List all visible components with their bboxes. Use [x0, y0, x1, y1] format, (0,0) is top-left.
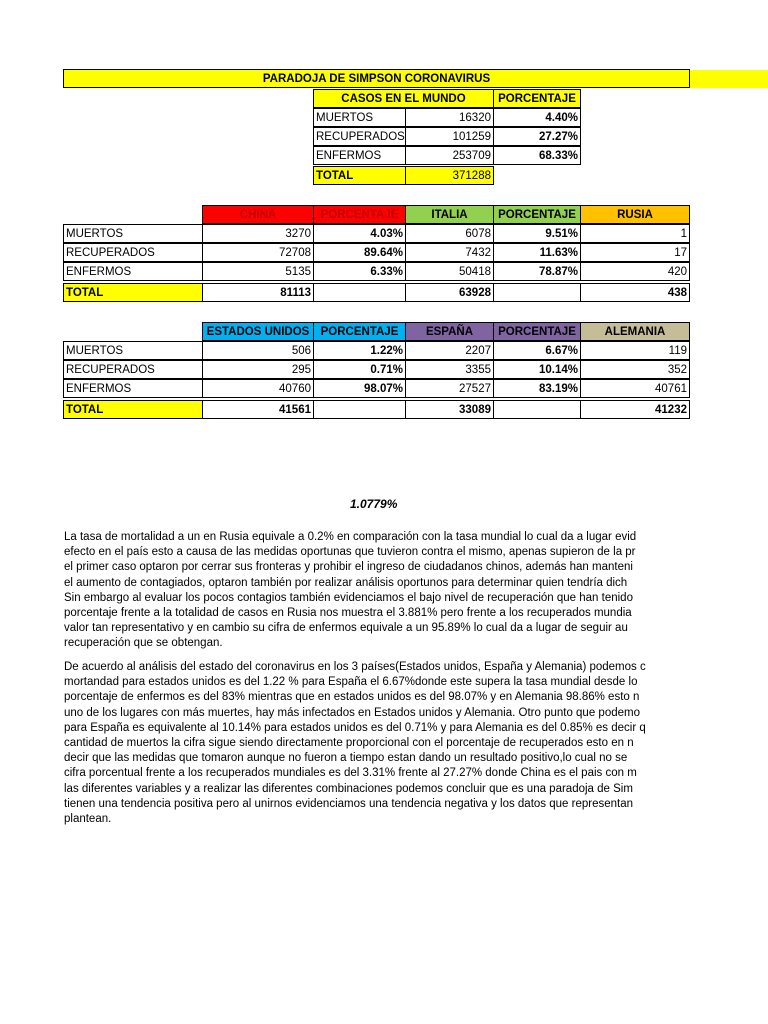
- china-pct-enfermos[interactable]: 6.33%: [313, 262, 406, 281]
- espana-header[interactable]: ESPAÑA: [405, 322, 494, 341]
- t1-label-recuperados[interactable]: RECUPERADOS: [63, 243, 203, 262]
- text-line: recuperación que se obtengan.: [64, 637, 223, 650]
- t2-label-muertos[interactable]: MUERTOS: [63, 341, 203, 360]
- espana-pct-enfermos[interactable]: 83.19%: [493, 379, 581, 398]
- world-label-enfermos[interactable]: ENFERMOS: [313, 146, 406, 165]
- rusia-muertos[interactable]: 1: [580, 224, 690, 243]
- espana-pct-muertos[interactable]: 6.67%: [493, 341, 581, 360]
- text-line: tienen una tendencia positiva pero al unirnos evidenciamos una tendencia negativa y los datos que representan: [64, 797, 633, 810]
- alemania-muertos[interactable]: 119: [580, 341, 690, 360]
- italia-muertos[interactable]: 6078: [405, 224, 494, 243]
- italia-header[interactable]: ITALIA: [405, 205, 494, 224]
- t1-label-enfermos[interactable]: ENFERMOS: [63, 262, 203, 281]
- text-line: mortandad para estados unidos es del 1.22 % para España el 6.67%donde este supera la tasa mundial desde lo: [64, 676, 638, 689]
- world-label-muertos[interactable]: MUERTOS: [313, 108, 406, 127]
- text-line: las diferentes variables y a realizar las diferentes combinaciones podemos concluir que es una paradoja de Sim: [64, 782, 633, 795]
- world-pct-muertos[interactable]: 4.40%: [493, 108, 581, 127]
- italia-pct-recuperados[interactable]: 11.63%: [493, 243, 581, 262]
- world-value-muertos[interactable]: 16320: [405, 108, 494, 127]
- alemania-enfermos[interactable]: 40761: [580, 379, 690, 398]
- eeuu-muertos[interactable]: 506: [202, 341, 314, 360]
- eeuu-pct-recuperados[interactable]: 0.71%: [313, 360, 406, 379]
- china-total-pct-empty[interactable]: [313, 283, 406, 302]
- world-pct-enfermos[interactable]: 68.33%: [493, 146, 581, 165]
- t1-label-muertos[interactable]: MUERTOS: [63, 224, 203, 243]
- text-line: decir que las medidas que tomaron aunque no fueron a tiempo estan dando un resultado positivo,lo cual no se: [64, 752, 628, 765]
- eeuu-enfermos[interactable]: 40760: [202, 379, 314, 398]
- china-pct-header[interactable]: PORCENTAJE: [313, 205, 406, 224]
- italia-pct-muertos[interactable]: 9.51%: [493, 224, 581, 243]
- china-total[interactable]: 81113: [202, 283, 314, 302]
- eeuu-total[interactable]: 41561: [202, 400, 314, 419]
- text-line: valor tan representativo y en cambio su cifra de enfermos equivale a un 95.89% lo cual da a lugar de seguir au: [64, 622, 628, 635]
- text-line: para España es equivalente al 10.14% para estados unidos es del 0.71% y para Alemania es del 0.85% es decir q: [64, 721, 646, 734]
- text-line: uno de los lugares con más muertes, hay más infectados en Estados unidos y Alemania. Otro punto que podemo: [64, 706, 640, 719]
- world-value-enfermos[interactable]: 253709: [405, 146, 494, 165]
- alemania-total[interactable]: 41232: [580, 400, 690, 419]
- china-header[interactable]: CHINA: [202, 205, 314, 224]
- ratio-value[interactable]: 1.0779%: [350, 497, 398, 511]
- world-value-recuperados[interactable]: 101259: [405, 127, 494, 146]
- rusia-enfermos[interactable]: 420: [580, 262, 690, 281]
- alemania-header[interactable]: ALEMANIA: [580, 322, 690, 341]
- italia-pct-header[interactable]: PORCENTAJE: [493, 205, 581, 224]
- china-recuperados[interactable]: 72708: [202, 243, 314, 262]
- t2-label-recuperados[interactable]: RECUPERADOS: [63, 360, 203, 379]
- world-cases-header[interactable]: CASOS EN EL MUNDO: [313, 89, 494, 108]
- text-line: plantean.: [64, 812, 112, 825]
- china-pct-muertos[interactable]: 4.03%: [313, 224, 406, 243]
- eeuu-recuperados[interactable]: 295: [202, 360, 314, 379]
- title-cell-overflow[interactable]: [690, 70, 768, 88]
- espana-total-pct-empty[interactable]: [493, 400, 581, 419]
- text-line: cantidad de muertos la cifra sigue siendo directamente proporcional con el porcentaje de recuperados esto en n: [64, 736, 634, 749]
- text-line: De acuerdo al análisis del estado del coronavirus en los 3 países(Estados unidos, España y Alemania) podemos c: [64, 661, 646, 673]
- analysis-paragraph-russia: [64, 530, 690, 652]
- world-pct-header[interactable]: PORCENTAJE: [493, 89, 581, 108]
- text-line: cifra porcentual frente a los recuperados mundiales es del 3.31% frente al 27.27% donde China es el pais con m: [64, 767, 637, 780]
- t1-total-label[interactable]: TOTAL: [63, 283, 203, 302]
- eeuu-total-pct-empty[interactable]: [313, 400, 406, 419]
- espana-recuperados[interactable]: 3355: [405, 360, 494, 379]
- t2-label-enfermos[interactable]: ENFERMOS: [63, 379, 203, 398]
- italia-enfermos[interactable]: 50418: [405, 262, 494, 281]
- italia-total-pct-empty[interactable]: [493, 283, 581, 302]
- italia-total[interactable]: 63928: [405, 283, 494, 302]
- eeuu-pct-header[interactable]: PORCENTAJE: [313, 322, 406, 341]
- text-line: efecto en el país esto a causa de las medidas oportunas que tuvieron contra el mismo, apenas supieron de la pr: [64, 546, 636, 559]
- text-line: el aumento de contagiados, optaron también por realizar análisis oportunos para determinar quien tendría dich: [64, 576, 628, 589]
- espana-enfermos[interactable]: 27527: [405, 379, 494, 398]
- espana-total[interactable]: 33089: [405, 400, 494, 419]
- espana-pct-recuperados[interactable]: 10.14%: [493, 360, 581, 379]
- eeuu-pct-muertos[interactable]: 1.22%: [313, 341, 406, 360]
- world-pct-recuperados[interactable]: 27.27%: [493, 127, 581, 146]
- rusia-header[interactable]: RUSIA: [580, 205, 690, 224]
- title-cell[interactable]: PARADOJA DE SIMPSON CORONAVIRUS: [63, 69, 690, 88]
- t2-total-label[interactable]: TOTAL: [63, 400, 203, 419]
- rusia-recuperados[interactable]: 17: [580, 243, 690, 262]
- world-total-label[interactable]: TOTAL: [313, 166, 406, 185]
- alemania-recuperados[interactable]: 352: [580, 360, 690, 379]
- world-total-value[interactable]: 371288: [405, 166, 494, 185]
- text-line: porcentaje frente a la totalidad de casos en Rusia nos muestra el 3.881% pero frente a los recuperados mundia: [64, 606, 632, 619]
- analysis-paragraph-countries: [64, 660, 690, 827]
- rusia-total[interactable]: 438: [580, 283, 690, 302]
- china-enfermos[interactable]: 5135: [202, 262, 314, 281]
- china-pct-recuperados[interactable]: 89.64%: [313, 243, 406, 262]
- text-line: Sin embargo al evaluar los pocos contagios también evidenciamos el bajo nivel de recuperación que han tenido: [64, 591, 633, 604]
- eeuu-pct-enfermos[interactable]: 98.07%: [313, 379, 406, 398]
- text-line: porcentaje de enfermos es del 83% mientras que en estados unidos es del 98.07% y en Alemania 98.86% esto n: [64, 691, 640, 704]
- text-line: el primer caso optaron por cerrar sus fronteras y prohibir el ingreso de ciudadanos chinos, además han manteni: [64, 561, 633, 574]
- italia-pct-enfermos[interactable]: 78.87%: [493, 262, 581, 281]
- world-label-recuperados[interactable]: RECUPERADOS: [313, 127, 406, 146]
- espana-pct-header[interactable]: PORCENTAJE: [493, 322, 581, 341]
- china-muertos[interactable]: 3270: [202, 224, 314, 243]
- text-line: La tasa de mortalidad a un en Rusia equivale a 0.2% en comparación con la tasa mundial lo cual da a lugar evid: [64, 531, 637, 543]
- eeuu-header[interactable]: ESTADOS UNIDOS: [202, 322, 314, 341]
- italia-recuperados[interactable]: 7432: [405, 243, 494, 262]
- espana-muertos[interactable]: 2207: [405, 341, 494, 360]
